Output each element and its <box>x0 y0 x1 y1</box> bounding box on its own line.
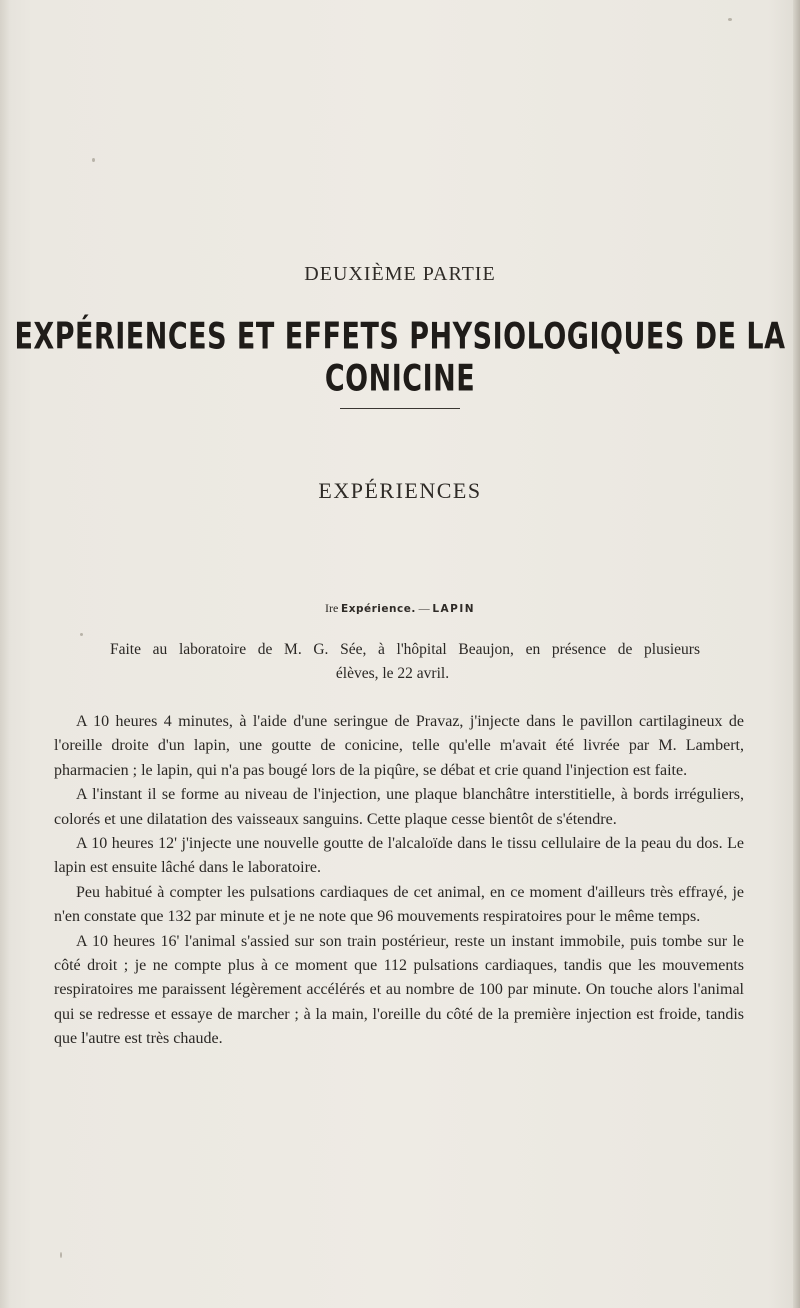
section-title: EXPÉRIENCES <box>318 478 482 503</box>
paper-speck <box>92 158 95 162</box>
intro-line: élèves, le 22 avril. <box>335 665 450 682</box>
intro-line: Faite au laboratoire de M. G. Sée, à l'hôpital Beaujon, en présence de plusieurs <box>110 641 700 658</box>
experiment-label: Expérience. <box>341 603 416 615</box>
paragraph: A l'instant il se forme au niveau de l'injection, une plaque blanchâtre interstitielle, à bords irréguliers, colorés et une dilatation des vaisseaux sanguins. Cette plaque cesse bientôt de s'étendre. <box>54 786 744 828</box>
experiment-subject: LAPIN <box>432 603 476 615</box>
page-gutter-shadow <box>0 0 10 1308</box>
paragraph: A 10 heures 16' l'animal s'assied sur son train postérieur, reste un instant immobile, puis tombe sur le côté droit ; je ne compte plus à ce moment que 112 pulsations cardiaques, tandis que les mouvements respiratoires me paraissent légèrement accélérés et au nombre de 100 par minute. On touche alors l'animal qui se redresse et essaye de marcher ; à la main, l'oreille du côté de la première injection est froide, tandis que l'autre est très chaude. <box>54 932 744 1048</box>
paragraph: Peu habitué à compter les pulsations cardiaques de cet animal, en ce moment d'ailleurs très effrayé, je n'en constate que 132 par minute et je ne note que 96 mouvements respiratoires pour le même temps. <box>54 883 744 926</box>
paragraph: A 10 heures 4 minutes, à l'aide d'une seringue de Pravaz, j'injecte dans le pavillon cartilagineux de l'oreille droite d'un lapin, une goutte de conicine, telle qu'elle m'avait été livrée par M. Lambert, pharmacien ; le lapin, qui n'a pas bougé lors de la piqûre, se débat et crie quand l'injection est faite. <box>54 713 744 779</box>
experiment-separator: — <box>418 603 430 615</box>
experiment-intro <box>110 638 700 686</box>
page-edge <box>793 0 800 1308</box>
part-title: DEUXIÈME PARTIE <box>304 263 496 285</box>
main-title: EXPÉRIENCES ET EFFETS PHYSIOLOGIQUES DE LA CONICINE <box>14 316 786 400</box>
experiment-number: Ire <box>324 601 339 615</box>
paragraph: A 10 heures 12' j'injecte une nouvelle goutte de l'alcaloïde dans le tissu cellulaire de la peau du dos. Le lapin est ensuite lâché dans le laboratoire. <box>54 835 744 877</box>
paper-speck <box>728 18 732 21</box>
experiment-heading <box>0 601 800 616</box>
paper-speck <box>60 1252 62 1258</box>
paper-speck <box>80 633 83 636</box>
body-text <box>54 710 744 1052</box>
title-divider <box>340 408 460 409</box>
